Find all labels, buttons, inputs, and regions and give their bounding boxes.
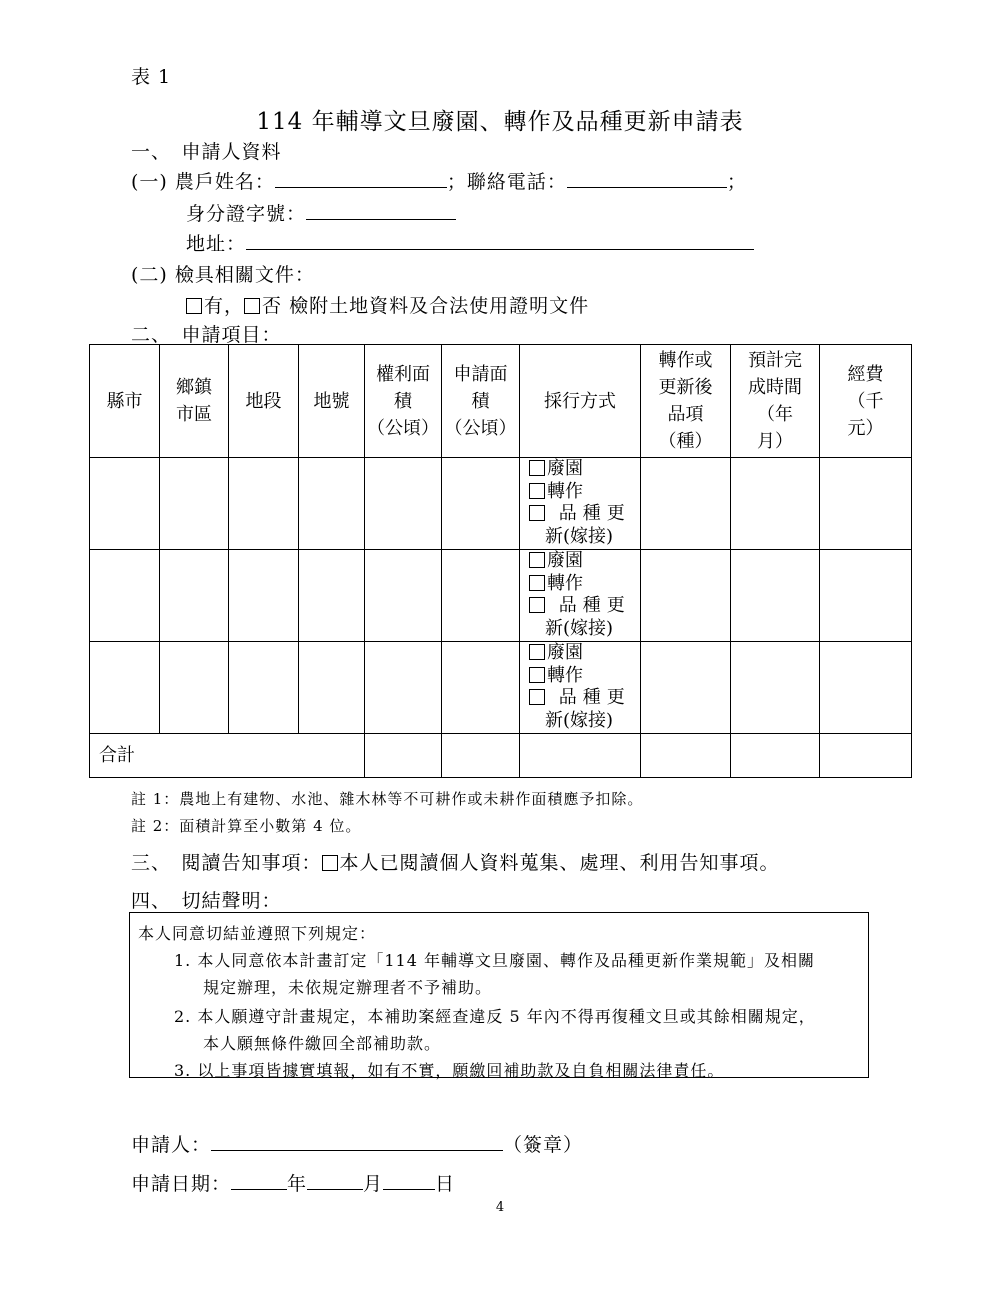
table-row: [90, 642, 912, 734]
convert-checkbox[interactable]: [529, 483, 545, 499]
farmer-name-field[interactable]: [275, 169, 447, 188]
header-cost: 經費 （千 元）: [820, 345, 912, 458]
header-county: 縣市: [90, 345, 160, 458]
address-field[interactable]: [246, 231, 754, 250]
cell-right-area[interactable]: [365, 458, 442, 550]
abandon-checkbox[interactable]: [529, 644, 545, 660]
cell-right-area[interactable]: [365, 642, 442, 734]
cell-apply-area[interactable]: [442, 458, 520, 550]
phone-field[interactable]: [567, 169, 727, 188]
applicant-signature-row: [131, 1130, 583, 1157]
header-method: 採行方式: [520, 345, 641, 458]
docs-text: 檢附土地資料及合法使用證明文件: [289, 295, 590, 317]
cell-method: 廢園 轉作 品種更 新(嫁接): [520, 642, 641, 734]
applicant-row-2: [186, 199, 456, 226]
total-completion-time[interactable]: [731, 734, 820, 778]
total-variety[interactable]: [641, 734, 731, 778]
abandon-checkbox[interactable]: [529, 460, 545, 476]
applicant-row-3: [186, 229, 754, 256]
sub2-label: (二): [131, 264, 168, 286]
table-header-row: [90, 345, 912, 458]
total-right-area[interactable]: [365, 734, 442, 778]
total-apply-area[interactable]: [442, 734, 520, 778]
header-township: 鄉鎮 市區: [160, 345, 229, 458]
cell-section[interactable]: [229, 458, 299, 550]
application-table: [89, 344, 912, 778]
section1-heading: 一、 申請人資料: [131, 141, 282, 163]
header-section: 地段: [229, 345, 299, 458]
date-label: 申請日期：: [131, 1173, 232, 1195]
docs-no-label: 否: [262, 295, 283, 317]
phone-label: ；聯絡電話：: [446, 171, 567, 193]
section3-row: [131, 848, 780, 875]
day-label: 日: [435, 1173, 456, 1195]
declaration-item-1b: 規定辦理，未依規定辦理者不予補助。: [203, 978, 493, 997]
convert-checkbox[interactable]: [529, 575, 545, 591]
page-number: 4: [495, 1200, 505, 1215]
note-2: 註 2：面積計算至小數第 4 位。: [131, 817, 362, 835]
year-field[interactable]: [231, 1171, 287, 1190]
cell-lot[interactable]: [299, 458, 365, 550]
declaration-intro: 本人同意切結並遵照下列規定：: [138, 924, 377, 943]
id-label: 身分證字號：: [186, 203, 307, 225]
convert-checkbox[interactable]: [529, 667, 545, 683]
declaration-item-2b: 本人願無條件繳回全部補助款。: [203, 1034, 442, 1053]
renew-checkbox[interactable]: [529, 597, 545, 613]
section3-heading: 三、 閱讀告知事項：: [131, 852, 322, 874]
docs-row-options: [186, 291, 589, 318]
cell-cost[interactable]: [820, 550, 912, 642]
docs-label: 檢具相關文件：: [174, 264, 315, 286]
seal-label: （簽章）: [503, 1134, 584, 1156]
cell-right-area[interactable]: [365, 550, 442, 642]
renew-checkbox[interactable]: [529, 505, 545, 521]
cell-county[interactable]: [90, 458, 160, 550]
table-label: 表 1: [131, 66, 172, 88]
cell-cost[interactable]: [820, 458, 912, 550]
table-row: [90, 458, 912, 550]
total-label: 合計: [90, 734, 365, 778]
docs-row-heading: [131, 260, 315, 287]
cell-county[interactable]: [90, 550, 160, 642]
declaration-item-1a: 1. 本人同意依本計畫訂定「114 年輔導文旦廢園、轉作及品種更新作業規範」及相關: [174, 951, 815, 970]
cell-cost[interactable]: [820, 642, 912, 734]
cell-apply-area[interactable]: [442, 550, 520, 642]
cell-method: 廢園 轉作 品種更 新(嫁接): [520, 550, 641, 642]
notice-read-checkbox[interactable]: [322, 855, 338, 871]
table-row: [90, 550, 912, 642]
docs-no-checkbox[interactable]: [244, 298, 260, 314]
cell-completion-time[interactable]: [731, 550, 820, 642]
id-number-field[interactable]: [306, 201, 456, 220]
cell-method: 廢園 轉作 品種更 新(嫁接): [520, 458, 641, 550]
cell-township[interactable]: [160, 642, 229, 734]
cell-township[interactable]: [160, 550, 229, 642]
note-1: 註 1：農地上有建物、水池、雜木林等不可耕作或未耕作面積應予扣除。: [131, 790, 644, 808]
cell-variety[interactable]: [641, 458, 731, 550]
declaration-box: [129, 912, 869, 1078]
cell-apply-area[interactable]: [442, 642, 520, 734]
cell-variety[interactable]: [641, 550, 731, 642]
header-lot: 地號: [299, 345, 365, 458]
docs-yes-label: 有，: [204, 295, 245, 317]
month-field[interactable]: [307, 1171, 363, 1190]
cell-township[interactable]: [160, 458, 229, 550]
year-label: 年: [287, 1173, 308, 1195]
docs-yes-checkbox[interactable]: [186, 298, 202, 314]
header-right-area: 權利面 積 （公頃）: [365, 345, 442, 458]
cell-section[interactable]: [229, 550, 299, 642]
cell-variety[interactable]: [641, 642, 731, 734]
cell-completion-time[interactable]: [731, 458, 820, 550]
header-apply-area: 申請面 積 （公頃）: [442, 345, 520, 458]
abandon-checkbox[interactable]: [529, 552, 545, 568]
phone-end: ；: [726, 171, 747, 193]
declaration-item-3: 3. 以上事項皆據實填報，如有不實，願繳回補助款及自負相關法律責任。: [174, 1061, 725, 1080]
total-cost[interactable]: [820, 734, 912, 778]
day-field[interactable]: [383, 1171, 435, 1190]
header-completion-time: 預計完 成時間 （年 月）: [731, 345, 820, 458]
applicant-signature-field[interactable]: [211, 1132, 503, 1151]
cell-lot[interactable]: [299, 550, 365, 642]
declaration-item-2a: 2. 本人願遵守計畫規定，本補助案經查違反 5 年內不得再復種文旦或其餘相關規定，: [174, 1007, 816, 1026]
date-row: [131, 1169, 455, 1196]
month-label: 月: [363, 1173, 384, 1195]
applicant-label: 申請人：: [131, 1134, 212, 1156]
cell-lot[interactable]: [299, 642, 365, 734]
table-total-row: [90, 734, 912, 778]
renew-checkbox[interactable]: [529, 689, 545, 705]
section4-heading: 四、 切結聲明：: [131, 890, 282, 912]
farmer-name-label: 農戶姓名：: [174, 171, 275, 193]
cell-completion-time[interactable]: [731, 642, 820, 734]
cell-county[interactable]: [90, 642, 160, 734]
applicant-row-1: [131, 167, 747, 194]
sub1-label: (一): [131, 171, 168, 193]
total-method[interactable]: [520, 734, 641, 778]
page-title: 114 年輔導文旦廢園、轉作及品種更新申請表: [256, 109, 744, 135]
address-label: 地址：: [186, 233, 247, 255]
cell-section[interactable]: [229, 642, 299, 734]
header-variety: 轉作或 更新後 品項 （種）: [641, 345, 731, 458]
section2-heading: 二、 申請項目：: [131, 324, 282, 346]
section3-text: 本人已閱讀個人資料蒐集、處理、利用告知事項。: [339, 852, 780, 874]
